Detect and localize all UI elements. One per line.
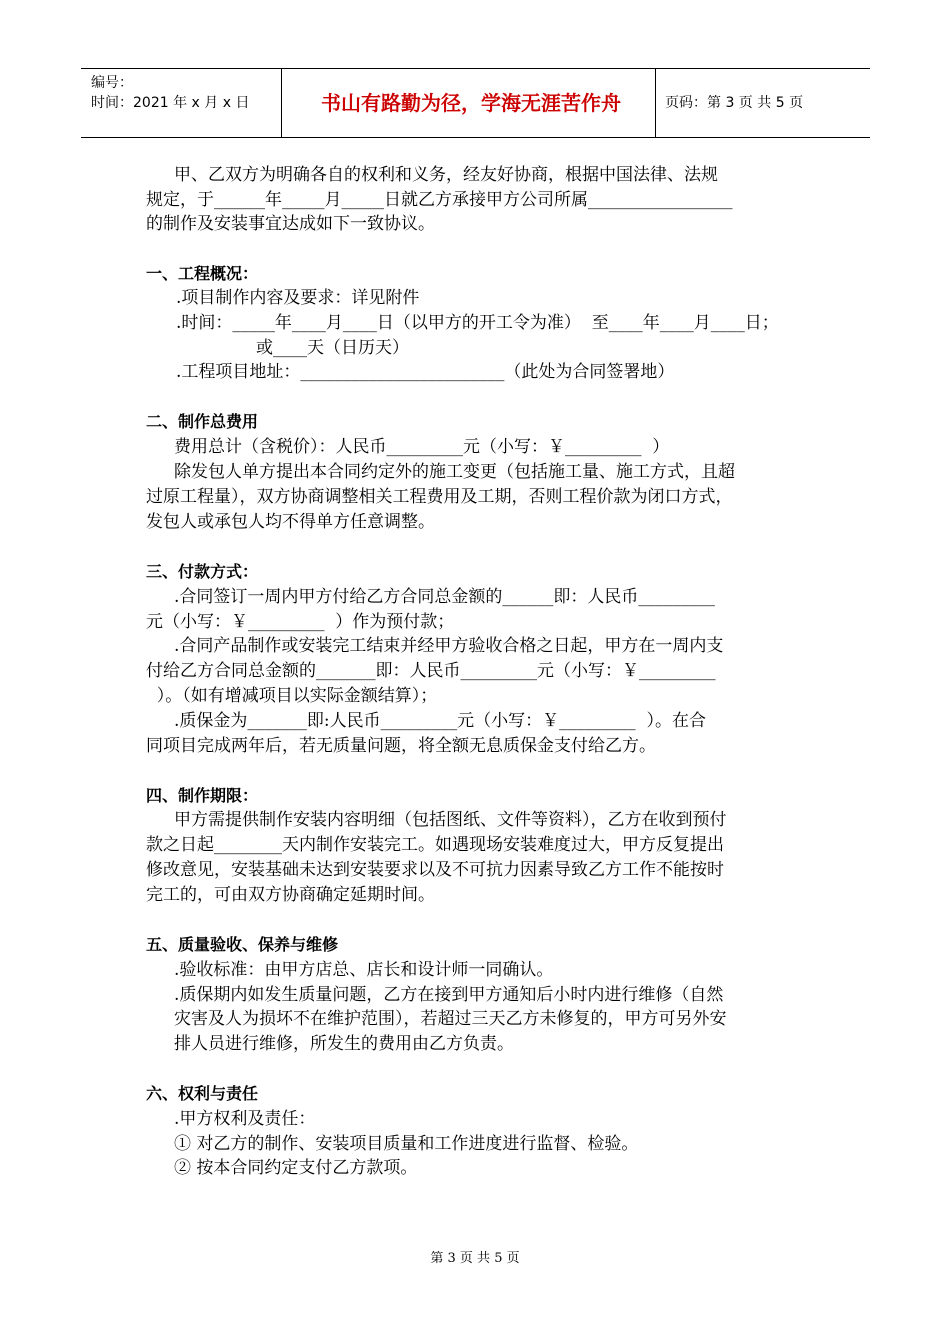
body-text-line: 甲方需提供制作安装内容明细（包括图纸、文件等资料），乙方在收到预付 bbox=[174, 810, 727, 830]
body-text-line: .质保期内如发生质量问题，乙方在接到甲方通知后小时内进行维修（自然 bbox=[174, 985, 724, 1005]
section-heading: 二、制作总费用 bbox=[146, 412, 259, 431]
page-footer: 第 3 页 共 5 页 bbox=[430, 1251, 520, 1266]
body-text-line: .验收标准：由甲方店总、店长和设计师一同确认。 bbox=[174, 960, 554, 980]
body-text-line: ② 按本合同约定支付乙方款项。 bbox=[174, 1158, 418, 1178]
section-heading: 六、权利与责任 bbox=[146, 1084, 259, 1103]
body-text-line: 过原工程量），双方协商调整相关工程费用及工期，否则工程价款为闭口方式， bbox=[146, 487, 733, 507]
header-motto: 书山有路勤为径，学海无涯苦作舟 bbox=[321, 91, 621, 115]
section-heading: 三、付款方式： bbox=[146, 562, 259, 581]
body-text-line: 甲、乙双方为明确各自的权利和义务，经友好协商，根据中国法律、法规 bbox=[174, 165, 718, 185]
body-text-line: 的制作及安装事宜达成如下一致协议。 bbox=[146, 214, 435, 234]
body-text-line: 或____天（日历天） bbox=[256, 338, 409, 358]
header-divider bbox=[655, 69, 656, 137]
section-heading: 四、制作期限： bbox=[146, 786, 259, 805]
body-text-line: 灾害及人为损坏不在维护范围），若超过三天乙方未修复的，甲方可另外安 bbox=[174, 1009, 727, 1029]
body-text-line: 付给乙方合同总金额的_______即：人民币_________元（小写：￥_________ bbox=[146, 661, 716, 681]
doc-time: 时间：2021 年 x 月 x 日 bbox=[91, 95, 250, 111]
body-text-line: .项目制作内容及要求：详见附件 bbox=[176, 288, 420, 308]
body-text-line: 规定，于______年_____月_____日就乙方承接甲方公司所属_________________ bbox=[146, 190, 733, 210]
section-heading: 五、质量验收、保养与维修 bbox=[146, 935, 339, 954]
body-text-line: ）。（如有增减项目以实际金额结算）； bbox=[146, 686, 438, 706]
body-text-line: .工程项目地址：________________________（此处为合同签署地） bbox=[176, 362, 675, 382]
header-page-info: 页码：第 3 页 共 5 页 bbox=[665, 95, 804, 111]
body-text-line: 修改意见，安装基础未达到安装要求以及不可抗力因素导致乙方工作不能按时 bbox=[146, 860, 724, 880]
body-text-line: 费用总计（含税价）：人民币_________元（小写：￥_________ ） bbox=[174, 437, 670, 457]
body-text-line: 完工的，可由双方协商确定延期时间。 bbox=[146, 885, 435, 905]
body-text-line: .合同产品制作或安装完工结束并经甲方验收合格之日起，甲方在一周内支 bbox=[174, 636, 724, 656]
body-text-line: .时间：_____年____月____日（以甲方的开工令为准） 至____年____月____日； bbox=[176, 313, 779, 333]
body-text-line: 元（小写：￥_________ ）作为预付款； bbox=[146, 612, 455, 632]
header-meta bbox=[91, 73, 249, 113]
body-text-line: 款之日起________天内制作安装完工。如遇现场安装难度过大，甲方反复提出 bbox=[146, 835, 724, 855]
section-heading: 一、工程概况： bbox=[146, 264, 259, 283]
body-text-line: .质保金为_______即:人民币_________元（小写：￥_________ ）。在合 bbox=[174, 711, 706, 731]
body-text-line: .合同签订一周内甲方付给乙方合同总金额的______即：人民币_________ bbox=[174, 587, 715, 607]
body-text-line: ① 对乙方的制作、安装项目质量和工作进度进行监督、检验。 bbox=[174, 1134, 639, 1154]
body-text-line: 同项目完成两年后，若无质量问题，将全额无息质保金支付给乙方。 bbox=[146, 736, 656, 756]
body-text-line: .甲方权利及责任： bbox=[174, 1109, 316, 1129]
doc-number: 编号： bbox=[91, 75, 133, 91]
body-text-line: 除发包人单方提出本合同约定外的施工变更（包括施工量、施工方式，且超 bbox=[174, 462, 735, 482]
page-header bbox=[81, 68, 870, 138]
body-text-line: 发包人或承包人均不得单方任意调整。 bbox=[146, 512, 435, 532]
body-text-line: 排人员进行维修，所发生的费用由乙方负责。 bbox=[174, 1034, 514, 1054]
